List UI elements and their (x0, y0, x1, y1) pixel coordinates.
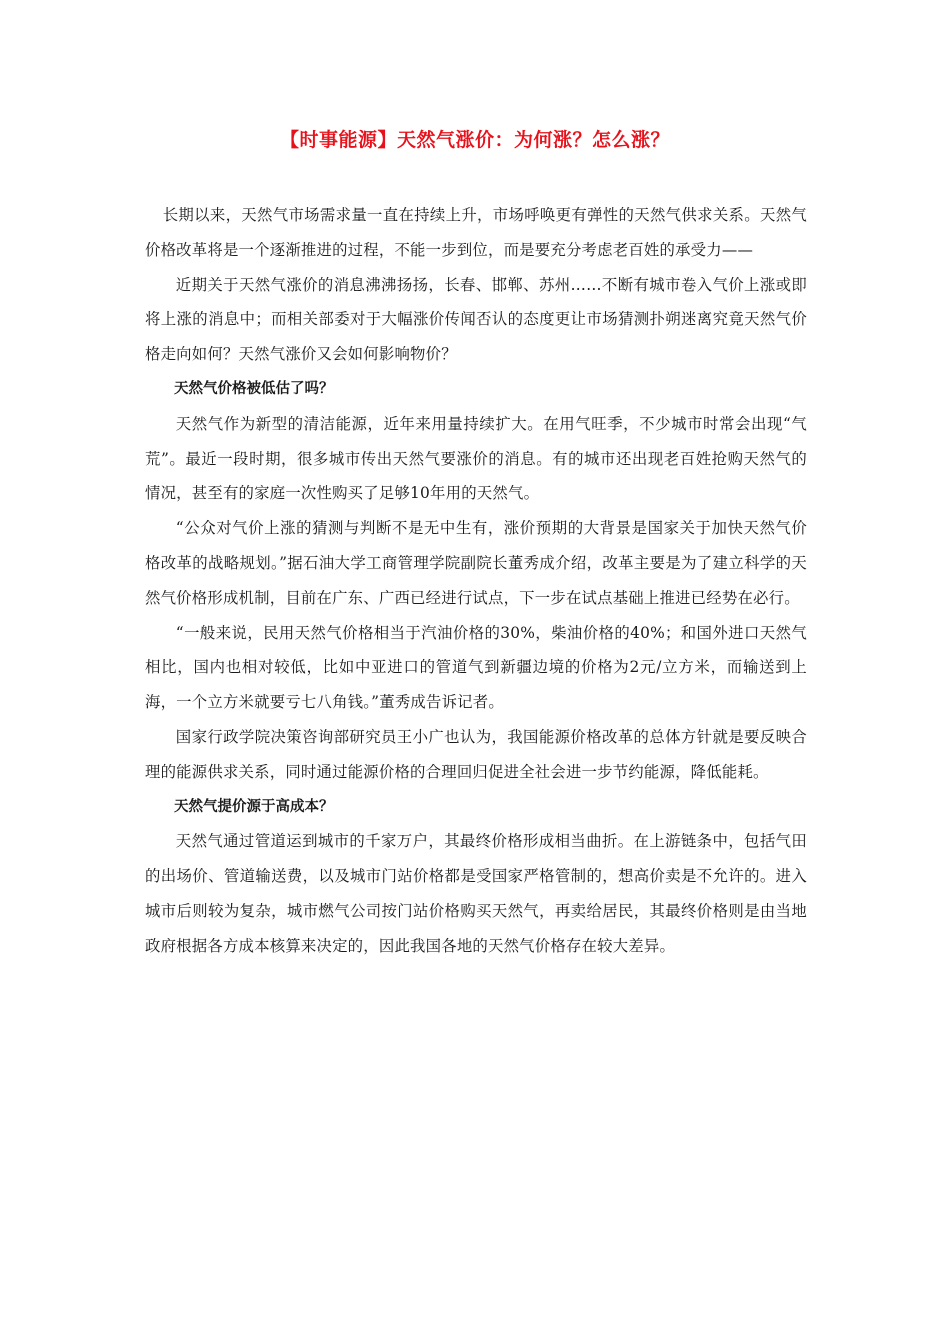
paragraph-6: 天然气通过管道运到城市的千家万户，其最终价格形成相当曲折。在上游链条中，包括气田的出场价、管道输送费，以及城市门站价格都是受国家严格管制的，想高价卖是不允许的。进入城市后则较为复杂，城市燃气公司按门站价格购买天然气，再卖给居民，其最终价格则是由当地政府根据各方成本核算来决定的，因此我国各地的天然气价格存在较大差异。 (145, 832, 807, 955)
intro-paragraph: 长期以来，天然气市场需求量一直在持续上升，市场呼唤更有弹性的天然气供求关系。天然气价格改革将是一个逐渐推进的过程，不能一步到位，而是要充分考虑老百姓的承受力—— (145, 206, 807, 259)
page-title: 【时事能源】天然气涨价：为何涨？怎么涨？ (279, 129, 670, 151)
paragraph-5: 国家行政学院决策咨询部研究员王小广也认为，我国能源价格改革的总体方针就是要反映合理的能源供求关系，同时通过能源价格的合理回归促进全社会进一步节约能源，降低能耗。 (145, 727, 807, 781)
paragraph-4: “一般来说，民用天然气价格相当于汽油价格的30%，柴油价格的40%；和国外进口天然气相比，国内也相对较低，比如中亚进口的管道气到新疆边境的价格为2元/立方米，而输送到上海，一个立方米就要亏七八角钱。”董秀成告诉记者。 (145, 623, 807, 712)
article-body (145, 198, 807, 964)
paragraph-3: “公众对气价上涨的猜测与判断不是无中生有，涨价预期的大背景是国家关于加快天然气价格改革的战略规划。”据石油大学工商管理学院副院长董秀成介绍，改革主要是为了建立科学的天然气价格形成机制，目前在广东、广西已经进行试点，下一步在试点基础上推进已经势在必行。 (145, 519, 807, 607)
paragraph-2: 天然气作为新型的清洁能源，近年来用量持续扩大。在用气旺季，不少城市时常会出现“气荒”。最近一段时期，很多城市传出天然气要涨价的消息。有的城市还出现老百姓抢购天然气的情况，甚至有的家庭一次性购买了足够10年用的天然气。 (145, 414, 807, 503)
paragraph-1: 近期关于天然气涨价的消息沸沸扬扬，长春、邯郸、苏州……不断有城市卷入气价上涨或即将上涨的消息中；而相关部委对于大幅涨价传闻否认的态度更让市场猜测扑朔迷离究竟天然气价格走向如何？天然气涨价又会如何影响物价？ (145, 275, 807, 364)
section-heading-1: 天然气价格被低估了吗？ (174, 380, 334, 397)
section-heading-2: 天然气提价源于高成本？ (174, 798, 334, 815)
